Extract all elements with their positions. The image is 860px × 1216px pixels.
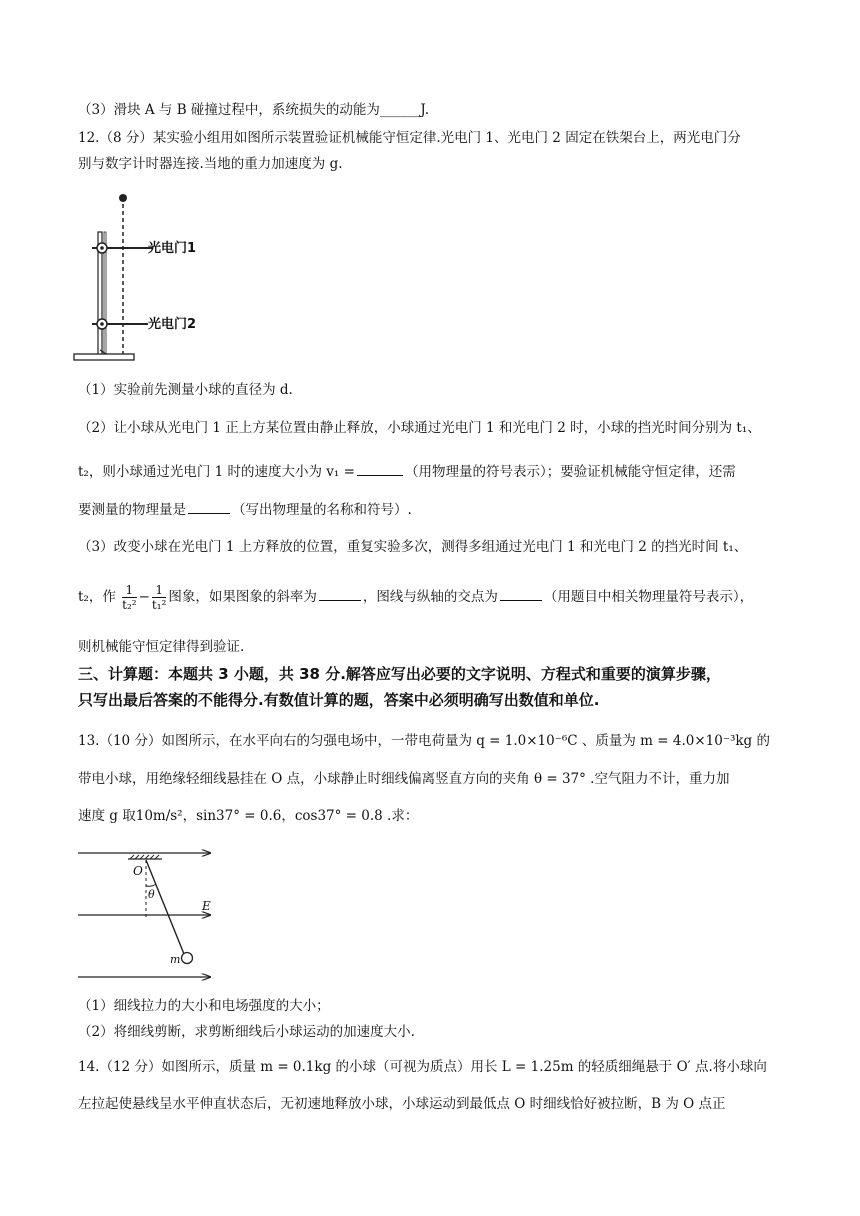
- stand-base: [74, 354, 134, 360]
- ball: [119, 194, 127, 202]
- q13-line3: 速度 g 取10m/s²，sin37° = 0.6，cos37° = 0.8 .求：: [78, 808, 419, 824]
- q12-sub3-line3: 则机械能守恒定律得到验证.: [78, 639, 245, 655]
- photogate-apparatus-figure: [70, 190, 290, 370]
- gate1-label: 光电门1: [148, 241, 197, 256]
- q12-sub3-line2: t₂，作 $\frac{1}{\text{t₂²}}$ − $\frac{1}{\text{t₁²}}$ 图象，如果图象的斜率为 ，图线与纵轴的交点为 （用题目中相关物理量符号表示），: [78, 583, 754, 612]
- q13-line1: 13.（10 分）如图所示，在水平向右的匀强电场中，一带电荷量为 q = 1.0×10⁻⁶C 、质量为 m = 4.0×10⁻³kg 的: [78, 733, 770, 749]
- pendulum-field-figure: [76, 838, 226, 986]
- q13-sub1: （1）细线拉力的大小和电场强度的大小；: [78, 998, 330, 1014]
- string: [146, 860, 184, 954]
- fraction-1-over-t1-squared: $\frac{1}{\text{t₁²}}$: [151, 583, 167, 612]
- label-m: m: [170, 953, 181, 966]
- q12-sub3-line1: （3）改变小球在光电门 1 上方释放的位置，重复实验多次，测得多组通过光电门 1 和光电门 2 的挡光时间 t₁、: [78, 539, 748, 555]
- fraction-1-over-t2-squared: $\frac{1}{\text{t₂²}}$: [122, 583, 137, 612]
- q11-part3: （3）滑块 A 与 B 碰撞过程中，系统损失的动能为______J.: [78, 102, 430, 118]
- q13-line2: 带电小球，用绝缘轻细线悬挂在 O 点，小球静止时细线偏离竖直方向的夹角 θ = 37° .空气阻力不计，重力加: [78, 771, 730, 787]
- q12-sub2-line3: 要测量的物理量是 （写出物理量的名称和符号）.: [78, 499, 412, 520]
- answer-blank: [500, 586, 542, 601]
- q14-line1: 14.（12 分）如图所示，质量 m = 0.1kg 的小球（可视为质点）用长 L = 1.25m 的轻质细绳悬于 O′ 点.将小球向: [78, 1059, 767, 1075]
- section3-heading-line1: 三、计算题：本题共 3 小题，共 38 分.解答应写出必要的文字说明、方程式和重要的演算步骤，: [78, 665, 721, 683]
- charged-ball: [182, 953, 193, 964]
- answer-blank: [319, 586, 361, 601]
- q12-header-line1: 12.（8 分）某实验小组用如图所示装置验证机械能守恒定律.光电门 1、光电门 2 固定在铁架台上，两光电门分: [78, 130, 741, 146]
- label-theta: θ: [148, 888, 155, 901]
- q12-sub2-line2: t₂，则小球通过光电门 1 时的速度大小为 v₁ = （用物理量的符号表示）；要验证机械能守恒定律，还需: [78, 461, 736, 482]
- label-O: O: [133, 864, 143, 878]
- q12-header-line2: 别与数字计时器连接.当地的重力加速度为 g.: [78, 156, 343, 172]
- q12-sub1: （1）实验前先测量小球的直径为 d.: [78, 382, 293, 398]
- section3-heading-line2: 只写出最后答案的不能得分.有数值计算的题，答案中必须明确写出数值和单位.: [78, 691, 600, 709]
- answer-blank: [188, 499, 230, 514]
- q13-sub2: （2）将细线剪断，求剪断细线后小球运动的加速度大小.: [78, 1024, 415, 1040]
- gate2-label: 光电门2: [148, 317, 197, 332]
- q12-sub2-line1: （2）让小球从光电门 1 正上方某位置由静止释放，小球通过光电门 1 和光电门 2 时，小球的挡光时间分别为 t₁、: [78, 420, 761, 436]
- label-E: E: [202, 899, 211, 913]
- answer-blank: [357, 461, 403, 476]
- q14-line2: 左拉起使悬线呈水平伸直状态后，无初速地释放小球，小球运动到最低点 O 时细线恰好被拉断，B 为 O 点正: [78, 1096, 726, 1112]
